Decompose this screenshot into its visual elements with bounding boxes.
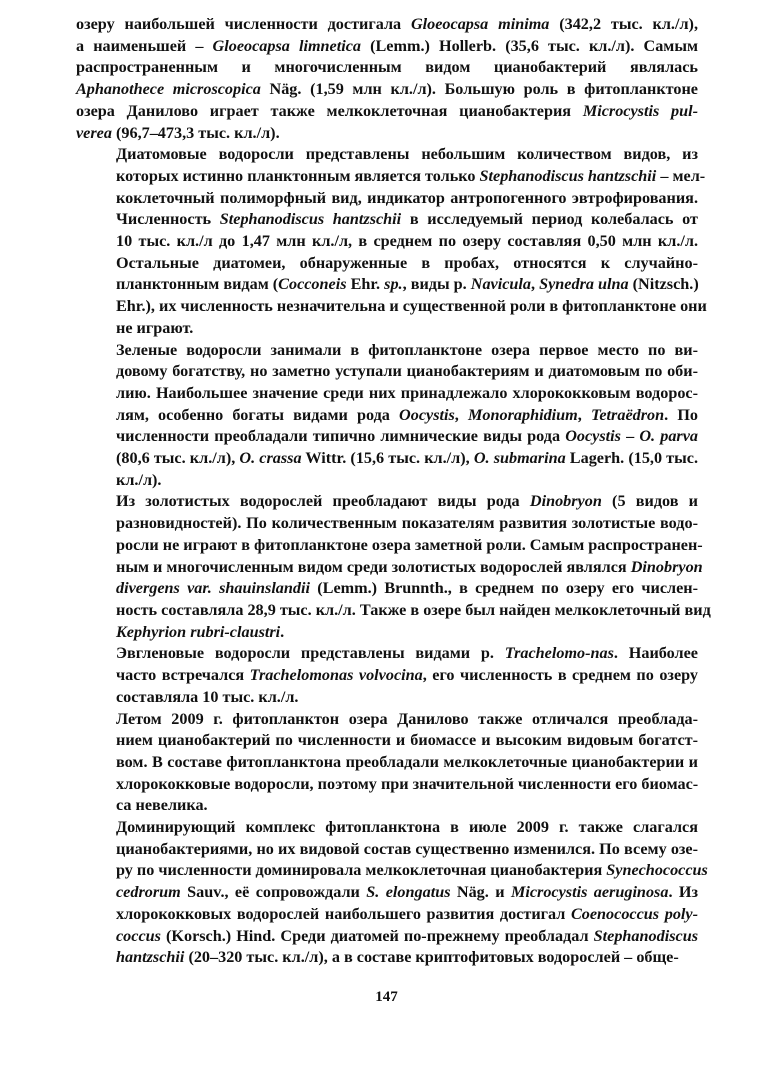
text-line: коклеточный полиморфный вид, индикатор антропогенного эвтрофирования. [116,188,698,207]
text-line: coccus (Korsch.) Hind. Среди диатомей по-прежнему преобладал Stephanodiscus [116,926,698,945]
text-line: Kephyrion rubri-claustri. [116,622,285,641]
text-line: Остальные диатомеи, обнаруженные в пробах, относятся к случайно- [116,253,698,272]
text-line: планктонным видам (Cocconeis Ehr. sp., виды р. Navicula, Synedra ulna (Nitzsch.) [116,275,699,294]
paragraph [76,14,698,144]
text-line: Диатомовые водоросли представлены небольшим количеством видов, из [116,145,698,164]
text-line: 10 тыс. кл./л до 1,47 млн кл./л, в среднем по озеру составляя 0,50 млн кл./л. [116,232,698,251]
text-line: часто встречался Trachelomonas volvocina, его численность в среднем по озеру [116,666,699,685]
text-line: лям, особенно богаты видами рода Oocystis, Monoraphidium, Tetraëdron. По [116,405,699,424]
text-line: Доминирующий комплекс фитопланктона в июле 2009 г. также слагался [116,818,698,837]
text-line: Aphanothece microscopica Näg. (1,59 млн кл./л). Большую роль в фитопланктоне [76,80,698,99]
text-line: а наименьшей – Gloeocapsa limnetica (Lemm.) Hollerb. (35,6 тыс. кл./л). Самым [76,36,698,55]
text-line: (80,6 тыс. кл./л), O. crassa Wittr. (15,6 тыс. кл./л), O. submarina Lagerh. (15,0 тыс. [116,449,698,468]
paragraph [76,709,698,818]
text-line: Численность Stephanodiscus hantzschii в исследуемый период колебалась от [116,210,698,229]
text-line: довому богатству, но заметно уступали цианобактериям и диатомовым по оби- [116,362,698,381]
text-line: которых истинно планктонным является только Stephanodiscus hantzschii – мел- [116,166,706,185]
text-line: divergens var. shauinslandii (Lemm.) Brunnth., в среднем по озеру его числен- [116,579,698,598]
text-line: лию. Наибольшее значение среди них принадлежало хлорококковым водорос- [116,383,698,402]
text-line: verea (96,7–473,3 тыс. кл./л). [76,123,280,142]
text-line: са невелика. [116,796,208,815]
text-line: численности преобладали типично лимнические виды рода Oocystis – O. parva [116,427,698,446]
text-line: не играют. [116,318,194,337]
text-line: хлорококковые водоросли, поэтому при значительной численности его биомас- [116,774,699,793]
text-line: cedrorum Sauv., её сопровождали S. elongatus Näg. и Microcystis aeruginosa. Из [116,883,698,902]
paragraph [76,144,707,339]
text-line: Зеленые водоросли занимали в фитопланктоне озера первое место по ви- [116,340,698,359]
text-line: росли не играют в фитопланктоне озера заметной роли. Самым распространен- [116,535,703,554]
text-line: распространенным и многочисленным видом цианобактерий являлась [76,58,698,77]
paragraph [76,340,698,492]
text-line: озера Данилово играет также мелкоклеточная цианобактерия Microcystis pul- [76,101,699,120]
page-number: 147 [375,989,398,1005]
text-line: озеру наибольшей численности достигала Gloeocapsa minima (342,2 тыс. кл./л), [76,15,698,33]
paragraph [76,817,708,969]
text-line: ным и многочисленным видом среди золотистых водорослей являлся Dinobryon [116,557,703,576]
text-line: Летом 2009 г. фитопланктон озера Данилово также отличался преоблада- [116,709,698,728]
text-line: нием цианобактерий по численности и биомассе и высоким видовым богатст- [116,731,698,750]
text-line: Эвгленовые водоросли представлены видами р. Trachelomo-nas. Наиболее [116,644,698,663]
paragraph [76,491,711,643]
text-line: разновидностей). По количественным показателям развития золотистые водо- [116,514,698,533]
text-line: составляла 10 тыс. кл./л. [116,687,299,706]
text-line: кл./л). [116,470,162,489]
text-line: хлорококковых водорослей наибольшего развития достигал Coenococcus poly- [116,904,698,923]
text-line: цианобактериями, но их видовой состав существенно изменился. По всему озе- [116,839,698,858]
body-text [76,14,711,969]
text-line: вом. В составе фитопланктона преобладали мелкоклеточные цианобактерии и [116,752,698,771]
text-line: hantzschii (20–320 тыс. кл./л), а в составе криптофитовых водорослей – обще- [116,948,679,967]
paragraph [76,643,698,708]
text-line: ру по численности доминировала мелкоклеточная цианобактерия Synechococcus [116,861,708,880]
text-line: ность составляла 28,9 тыс. кл./л. Также в озере был найден мелкоклеточный вид [116,600,711,619]
text-line: Ehr.), их численность незначительна и существенной роли в фитопланктоне они [116,297,707,316]
text-line: Из золотистых водорослей преобладают виды рода Dinobryon (5 видов и [116,492,698,511]
